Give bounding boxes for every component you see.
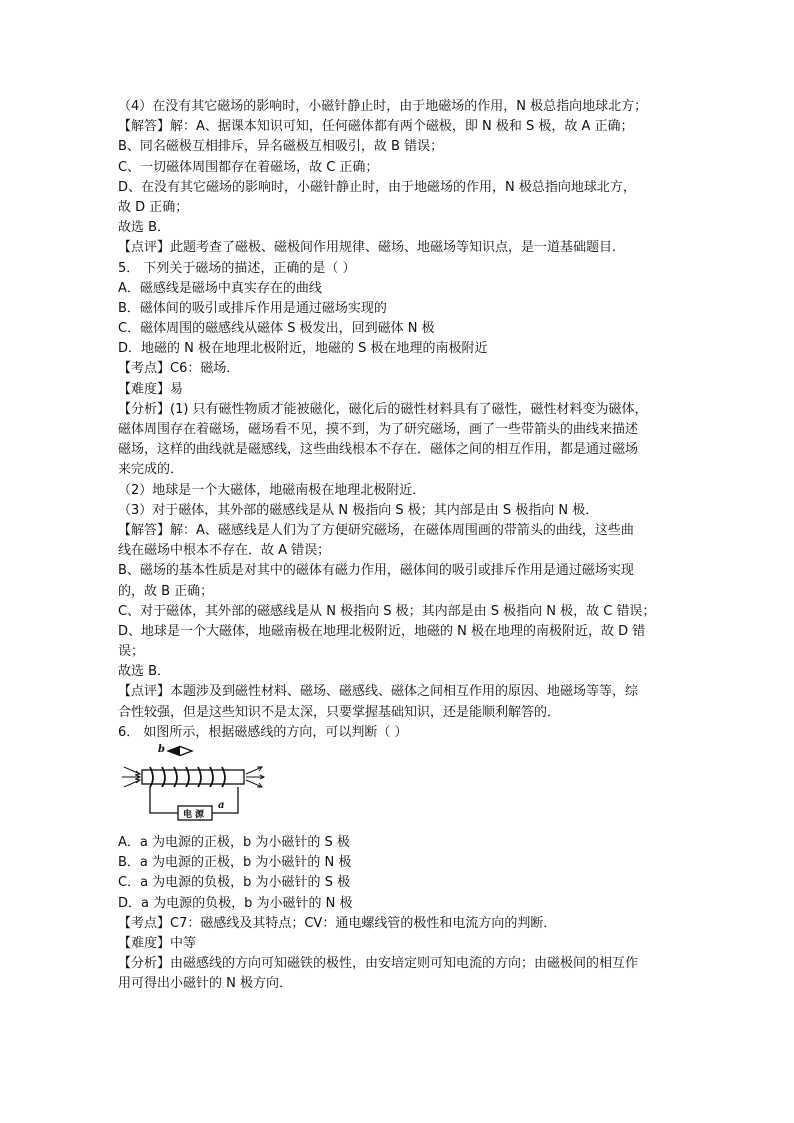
text-line: A．a 为电源的正极，b 为小磁针的 S 极 [118, 835, 350, 850]
text-line: 合性较强，但是这些知识不是太深，只要掌握基础知识，还是能顺利解答的． [118, 704, 561, 720]
text-line: D、地球是一个大磁体，地磁南极在地理北极附近，地磁的 N 极在地理的南极附近，故 D 错 [118, 623, 646, 639]
text-line: 【考点】C7：磁感线及其特点；CV：通电螺线管的极性和电流方向的判断． [118, 915, 557, 931]
terminal-label: a [218, 800, 225, 811]
text-line: 磁场，这样的曲线就是磁感线，这些曲线根本不存在．磁体之间的相互作用，都是通过磁场 [118, 442, 639, 458]
text-line: 【难度】易 [118, 381, 184, 397]
text-line: C．a 为电源的负极，b 为小磁针的 S 极 [118, 875, 351, 891]
text-line: 【解答】解：A、磁感线是人们为了方便研究磁场，在磁体周围画的带箭头的曲线，这些曲 [118, 522, 634, 538]
text-line: 【难度】中等 [118, 935, 197, 951]
text-line: 故选 B． [118, 664, 171, 680]
text-line: 【分析】由磁感线的方向可知磁铁的极性，由安培定则可知电流的方向；由磁极间的相互作 [118, 956, 639, 972]
text-block-top [118, 97, 688, 743]
text-line: 用可得出小磁针的 N 极方向． [118, 976, 292, 992]
text-line: （2）地球是一个大磁体，地磁南极在地理北极附近． [118, 482, 426, 498]
text-line: 故 D 正确； [118, 199, 189, 215]
text-line: 线在磁场中根本不存在．故 A 错误； [118, 543, 331, 559]
needle-label: b [158, 744, 165, 755]
text-line: （4）在没有其它磁场的影响时，小磁针静止时，由于地磁场的作用，N 极总指向地球北方； [118, 99, 648, 114]
text-line: D、在没有其它磁场的影响时，小磁针静止时，由于地磁场的作用，N 极总指向地球北方， [118, 179, 636, 195]
solenoid-figure [120, 745, 270, 831]
text-line: 来完成的． [118, 462, 184, 478]
document-page [118, 97, 688, 995]
text-line: 6． 如图所示，根据磁感线的方向，可以判断（ ） [118, 724, 408, 740]
text-line: 【解答】解：A、据课本知识可知，任何磁体都有两个磁极，即 N 极和 S 极，故 A 正确； [118, 119, 634, 135]
text-line: B．磁体间的吸引或排斥作用是通过磁场实现的 [118, 300, 387, 316]
text-line: 的，故 B 正确； [118, 583, 214, 599]
text-line: D．a 为电源的负极，b 为小磁针的 N 极 [118, 895, 353, 911]
text-line: C、对于磁体，其外部的磁感线是从 N 极指向 S 极；其内部是由 S 极指向 N 极，故 C 错误； [118, 603, 656, 619]
text-line: 故选 B． [118, 220, 171, 236]
text-block-bottom [118, 833, 688, 995]
text-line: 5． 下列关于磁场的描述，正确的是（ ） [118, 260, 356, 276]
text-line: 误； [118, 644, 145, 660]
power-source-label: 电源 [183, 810, 208, 820]
text-line: B．a 为电源的正极，b 为小磁针的 N 极 [118, 855, 352, 871]
text-line: C．磁体周围的磁感线从磁体 S 极发出，回到磁体 N 极 [118, 321, 435, 337]
text-line: 【点评】此题考查了磁极、磁极间作用规律、磁场、地磁场等知识点，是一道基础题目． [118, 240, 626, 256]
text-line: 【考点】C6：磁场． [118, 361, 240, 377]
text-line: 【点评】本题涉及到磁性材料、磁场、磁感线、磁体之间相互作用的原因、地磁场等等，综 [118, 684, 639, 700]
text-line: D．地磁的 N 极在地理北极附近，地磁的 S 极在地理的南极附近 [118, 341, 488, 357]
text-line: 磁体周围存在着磁场，磁场看不见，摸不到，为了研究磁场，画了一些带箭头的曲线来描述 [118, 422, 639, 437]
text-line: 【分析】(1) 只有磁性物质才能被磁化，磁化后的磁性材料具有了磁性，磁性材料变为磁体， [118, 401, 648, 417]
text-line: （3）对于磁体，其外部的磁感线是从 N 极指向 S 极；其内部是由 S 极指向 N 极． [118, 502, 599, 518]
text-line: B、磁场的基本性质是对其中的磁体有磁力作用，磁体间的吸引或排斥作用是通过磁场实现 [118, 563, 634, 579]
text-line: C、一切磁体周围都存在着磁场，故 C 正确； [118, 159, 379, 175]
text-line: B、同名磁极互相排斥，异名磁极互相吸引，故 B 错误； [118, 139, 444, 155]
text-line: A．磁感线是磁场中真实存在的曲线 [118, 280, 322, 296]
